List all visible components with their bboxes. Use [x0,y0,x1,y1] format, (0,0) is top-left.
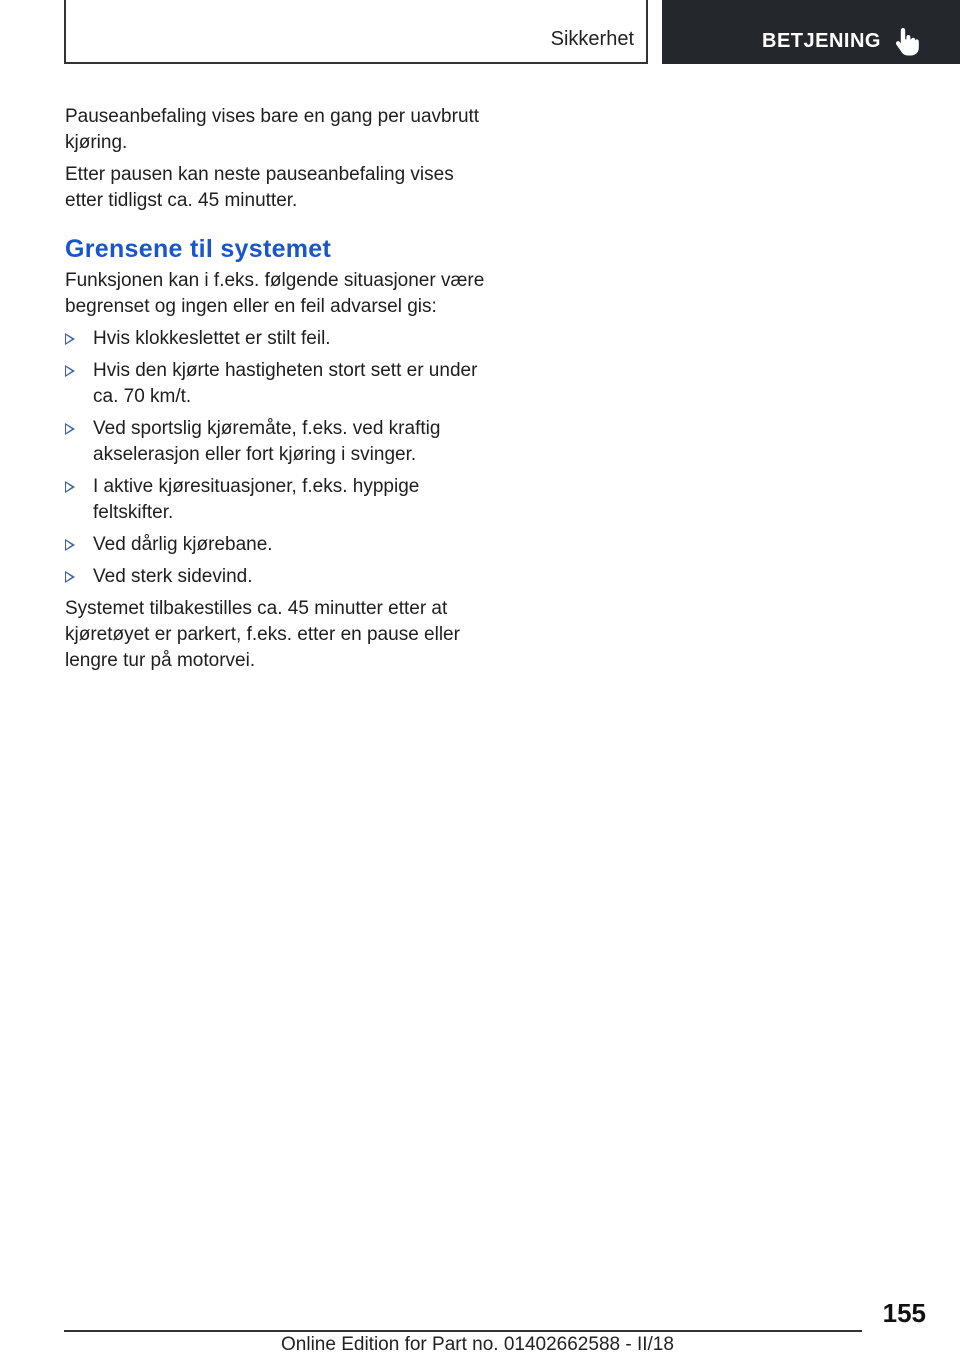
chapter-title: BETJENING [762,30,881,52]
intro-paragraph-1: Pauseanbefaling vises bare en gang per uavbrutt kjøring. [65,106,480,153]
list-item-text: Ved sterk sidevind. [93,566,253,587]
lead-paragraph: Funksjonen kan i f.eks. følgende situasjoner være begrenset og ingen eller en feil advarsel gis: [65,270,485,317]
list-item [65,474,485,526]
list-item [65,416,485,468]
header-chapter-tab [662,0,960,64]
list-item [65,358,485,410]
list-item-text: Hvis klokkeslettet er stilt feil. [93,328,331,349]
header-section-box [64,0,648,64]
triangle-bullet-icon [65,423,75,435]
triangle-bullet-icon [65,571,75,583]
list-item-text: Hvis den kjørte hastigheten stort sett er under ca. 70 km/t. [93,360,478,407]
section-title: Sikkerhet [550,28,634,50]
list-item [65,326,485,352]
triangle-bullet-icon [65,481,75,493]
list-item-text: I aktive kjøresituasjoner, f.eks. hyppige feltskifter. [93,476,420,523]
main-content [65,104,485,680]
list-item-text: Ved sportslig kjøremåte, f.eks. ved kraftig akselerasjon eller fort kjøring i svinger. [93,418,441,465]
page-number: 155 [882,1298,926,1328]
footer-divider [64,1330,862,1332]
list-item-text: Ved dårlig kjørebane. [93,534,273,555]
intro-paragraph-2: Etter pausen kan neste pauseanbefaling vises etter tidligst ca. 45 minutter. [65,164,454,211]
triangle-bullet-icon [65,365,75,377]
list-item [65,532,485,558]
closing-paragraph: Systemet tilbakestilles ca. 45 minutter etter at kjøretøyet er parkert, f.eks. etter en pause eller lengre tur på motorvei. [65,598,460,671]
triangle-bullet-icon [65,333,75,345]
triangle-bullet-icon [65,539,75,551]
section-heading: Grensene til systemet [65,235,332,263]
limitations-list [65,326,485,590]
list-item [65,564,485,590]
footer-edition: Online Edition for Part no. 01402662588 - II/18 [281,1334,674,1355]
pointing-hand-icon [894,26,920,56]
